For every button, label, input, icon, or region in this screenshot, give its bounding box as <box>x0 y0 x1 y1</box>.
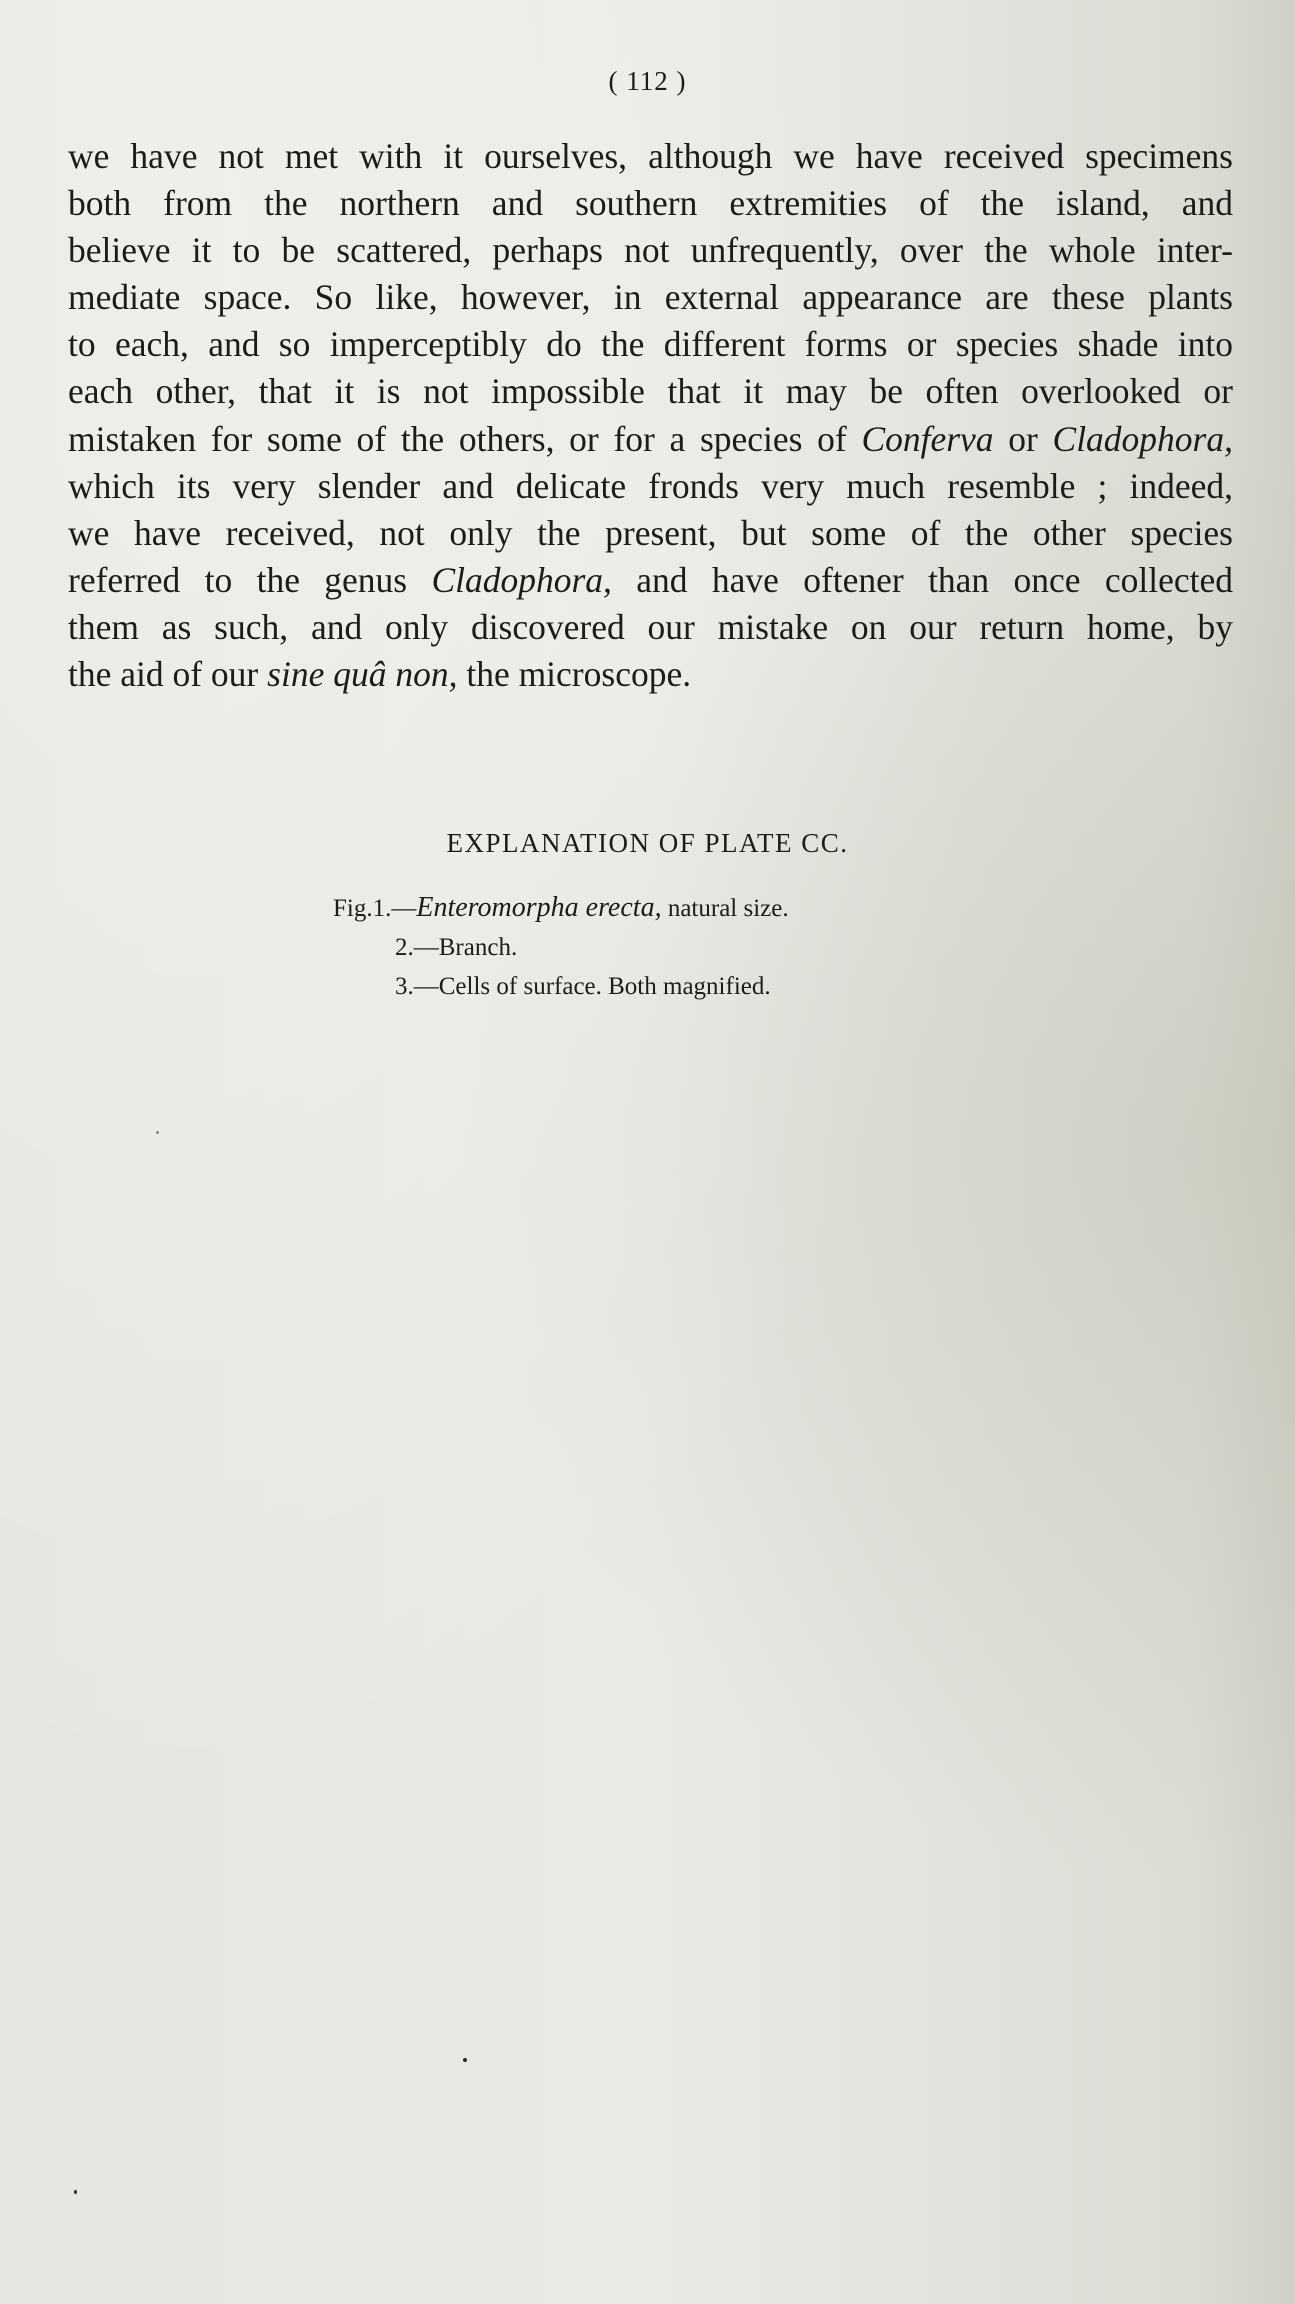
paper-speck <box>463 2058 467 2062</box>
text-run: mediate space. So like, however, in external appearance are these plants <box>68 277 1233 318</box>
plate-explanation-heading: EXPLANATION OF PLATE CC. <box>446 828 849 858</box>
italic-term: sine quâ non, <box>267 654 458 695</box>
text-line <box>68 180 1233 227</box>
figure-description: Cells of surface. Both magnified. <box>438 973 771 1000</box>
page-number: ( 112 ) <box>608 66 687 96</box>
text-run: and have oftener than once collected <box>611 559 1233 600</box>
figure-item <box>333 888 789 928</box>
figure-list <box>333 888 789 1006</box>
text-line <box>68 416 1233 463</box>
text-run: believe it to be scattered, perhaps not unfrequently, over the whole inter- <box>68 230 1233 271</box>
text-run: each other, that it is not impossible that it may be often overlooked or <box>68 371 1233 412</box>
text-line <box>68 604 1233 651</box>
figure-species: Enteromorpha erecta, <box>416 892 662 923</box>
text-run: the microscope. <box>457 654 692 695</box>
text-run: the aid of our <box>68 654 268 695</box>
text-line <box>68 557 1233 604</box>
text-run: them as such, and only discovered our mistake on our return home, by <box>68 606 1233 647</box>
paper-speck <box>156 1131 159 1134</box>
text-line <box>68 133 1233 180</box>
italic-term: Cladophora, <box>431 559 612 600</box>
text-run: we have received, not only the present, but some of the other species <box>68 512 1233 553</box>
figure-description: Branch. <box>438 934 518 961</box>
text-run: we have not met with it ourselves, although we have received specimens <box>68 136 1233 176</box>
text-line <box>68 463 1233 510</box>
text-line <box>68 651 1233 698</box>
text-line <box>68 510 1233 557</box>
figure-number: 1.— <box>372 895 417 922</box>
figure-prefix: Fig. <box>333 895 373 922</box>
text-run: which its very slender and delicate fronds very much resemble ; indeed, <box>68 465 1233 506</box>
figure-item <box>333 967 789 1006</box>
figure-description: natural size. <box>661 895 789 922</box>
italic-term: Cladophora, <box>1052 418 1233 459</box>
text-run: mistaken for some of the others, or for a species of <box>68 418 862 459</box>
figure-number: 2.— <box>395 934 439 961</box>
paper-speck <box>74 2190 77 2194</box>
text-run: or <box>993 418 1053 459</box>
figure-item <box>333 928 789 967</box>
text-line <box>68 368 1233 415</box>
text-line <box>68 274 1233 321</box>
body-paragraph <box>68 133 1233 698</box>
text-run: to each, and so imperceptibly do the different forms or species shade into <box>68 324 1233 365</box>
figure-number: 3.— <box>395 973 439 1000</box>
text-run: referred to the genus <box>68 559 432 600</box>
text-line <box>68 227 1233 274</box>
italic-term: Conferva <box>861 418 994 459</box>
text-run: both from the northern and southern extremities of the island, and <box>68 183 1233 224</box>
text-line <box>68 321 1233 368</box>
